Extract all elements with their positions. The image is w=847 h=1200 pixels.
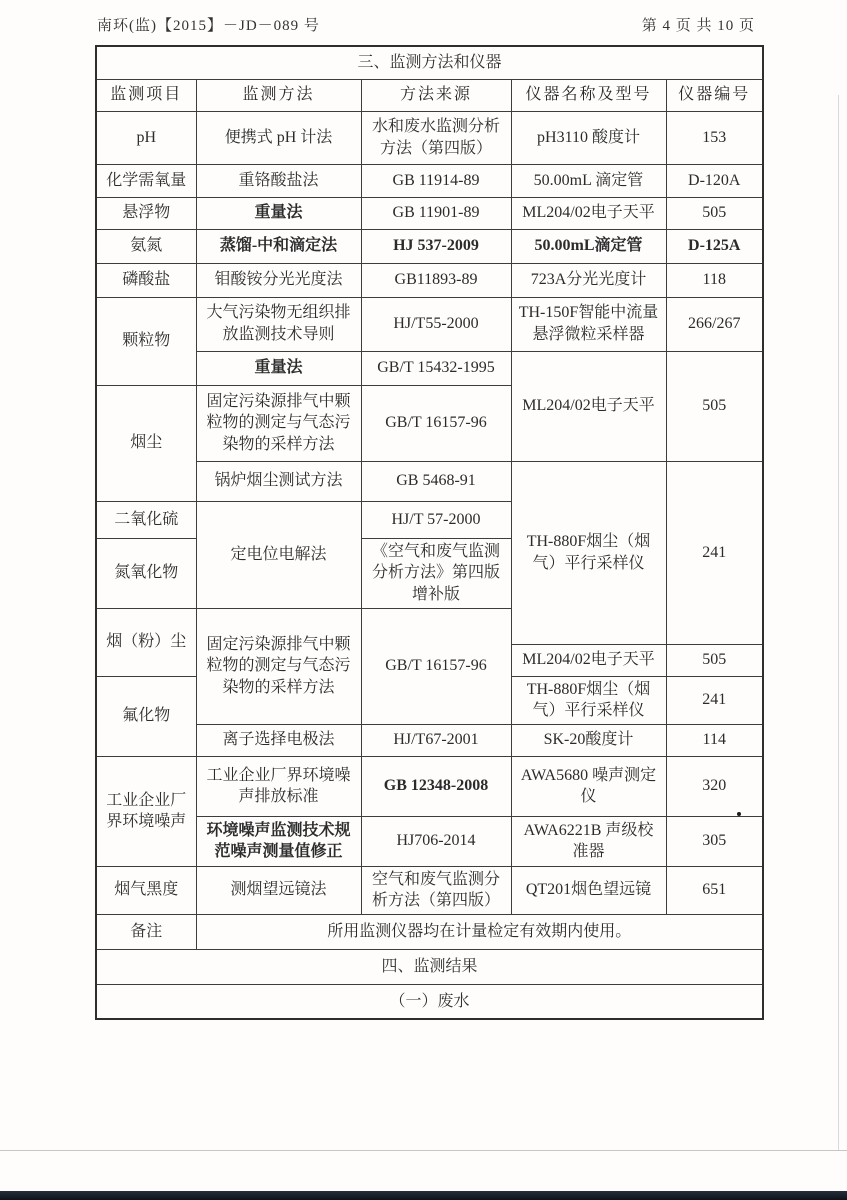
table-row [96,461,763,501]
table-row [96,111,763,164]
remark-text: 所用监测仪器均在计量检定有效期内使用。 [196,914,763,949]
table-cell: ML204/02电子天平 [511,197,666,229]
scan-artifact-bottom-bar [0,1191,847,1200]
table-cell: 118 [666,263,763,297]
column-header: 监测项目 [96,79,196,111]
table-cell: 离子选择电极法 [196,724,361,756]
table-cell: 定电位电解法 [196,501,361,608]
table-cell: 114 [666,724,763,756]
scan-artifact-edge [838,95,839,1150]
table-cell: pH3110 酸度计 [511,111,666,164]
table-cell: 固定污染源排气中颗粒物的测定与气态污染物的采样方法 [196,608,361,724]
table-row [96,263,763,297]
table-cell: GB/T 16157-96 [361,608,511,724]
table-cell: AWA6221B 声级校准器 [511,816,666,866]
table-cell: AWA5680 噪声测定仪 [511,756,666,816]
table-cell: 烟（粉）尘 [96,608,196,676]
table-cell: 工业企业厂界环境噪声排放标准 [196,756,361,816]
remark-label: 备注 [96,914,196,949]
table-row [96,756,763,816]
table-cell: HJ706-2014 [361,816,511,866]
table-cell: 二氧化硫 [96,501,196,538]
column-header: 仪器编号 [666,79,763,111]
table-cell: 153 [666,111,763,164]
table-cell: 环境噪声监测技术规范噪声测量值修正 [196,816,361,866]
table-cell: 305 [666,816,763,866]
table-cell: 505 [666,351,763,461]
table-cell: 工业企业厂界环境噪声 [96,756,196,866]
table-cell: GB 12348-2008 [361,756,511,816]
monitoring-methods-table [95,45,764,1020]
table-row [96,816,763,866]
column-header: 仪器名称及型号 [511,79,666,111]
table-cell: 505 [666,644,763,676]
table-cell: GB/T 15432-1995 [361,351,511,385]
table-row [96,197,763,229]
table-row [96,164,763,197]
table-cell: 烟尘 [96,385,196,501]
table-cell: 氨氮 [96,229,196,263]
table-cell: 锅炉烟尘测试方法 [196,461,361,501]
section4-title: 四、监测结果 [96,949,763,984]
table-cell: GB 5468-91 [361,461,511,501]
table-cell: 《空气和废气监测分析方法》第四版增补版 [361,538,511,608]
table-cell: 重量法 [196,197,361,229]
table-cell: 磷酸盐 [96,263,196,297]
table-row [96,724,763,756]
table-cell: 723A分光光度计 [511,263,666,297]
table-cell: pH [96,111,196,164]
table-cell: 空气和废气监测分析方法（第四版） [361,866,511,914]
table-cell: D-125A [666,229,763,263]
table-cell: TH-880F烟尘（烟气）平行采样仪 [511,676,666,724]
table-cell: 50.00mL 滴定管 [511,164,666,197]
section3-title: 三、监测方法和仪器 [96,46,763,79]
table-row [96,297,763,351]
table-cell: GB11893-89 [361,263,511,297]
doc-number: 南环(监)【2015】－JD－089 号 [97,18,320,34]
table-cell: GB/T 16157-96 [361,385,511,461]
title-row [96,46,763,79]
table-cell: 241 [666,676,763,724]
ink-dot-artifact [737,812,741,816]
table-cell: 水和废水监测分析方法（第四版） [361,111,511,164]
title-row [96,984,763,1019]
table-cell: GB 11914-89 [361,164,511,197]
table-cell: 悬浮物 [96,197,196,229]
table-cell: GB 11901-89 [361,197,511,229]
table-cell: HJ/T67-2001 [361,724,511,756]
table-cell: 50.00mL滴定管 [511,229,666,263]
table-cell: 320 [666,756,763,816]
table-cell: ML204/02电子天平 [511,351,666,461]
table-cell: HJ 537-2009 [361,229,511,263]
table-cell: TH-150F智能中流量悬浮微粒采样器 [511,297,666,351]
table-cell: 重铬酸盐法 [196,164,361,197]
column-header: 方法来源 [361,79,511,111]
table-cell: 测烟望远镜法 [196,866,361,914]
table-cell: 钼酸铵分光光度法 [196,263,361,297]
table-cell: 氟化物 [96,676,196,756]
table-cell: 651 [666,866,763,914]
table-cell: HJ/T 57-2000 [361,501,511,538]
column-header: 监测方法 [196,79,361,111]
table-cell: HJ/T55-2000 [361,297,511,351]
table-row [96,914,763,949]
hdr-row [96,79,763,111]
table-cell: 氮氧化物 [96,538,196,608]
table-cell: 烟气黑度 [96,866,196,914]
table-cell: 241 [666,461,763,644]
table-row [96,866,763,914]
table-cell: 颗粒物 [96,297,196,385]
table-cell: 蒸馏-中和滴定法 [196,229,361,263]
table-cell: 便携式 pH 计法 [196,111,361,164]
table-cell: TH-880F烟尘（烟气）平行采样仪 [511,461,666,644]
scan-artifact-line [0,1150,847,1151]
title-row [96,949,763,984]
table-cell: SK-20酸度计 [511,724,666,756]
table-row [96,351,763,385]
table-cell: D-120A [666,164,763,197]
table-cell: QT201烟色望远镜 [511,866,666,914]
table-cell: 固定污染源排气中颗粒物的测定与气态污染物的采样方法 [196,385,361,461]
table-cell: 大气污染物无组织排放监测技术导则 [196,297,361,351]
table-cell: 化学需氧量 [96,164,196,197]
table-cell: ML204/02电子天平 [511,644,666,676]
document-header [97,14,755,35]
page-indicator: 第 4 页 共 10 页 [641,18,755,34]
table-cell: 重量法 [196,351,361,385]
table-row [96,229,763,263]
subsection-wastewater-title: （一）废水 [96,984,763,1019]
table-cell: 266/267 [666,297,763,351]
table-cell: 505 [666,197,763,229]
